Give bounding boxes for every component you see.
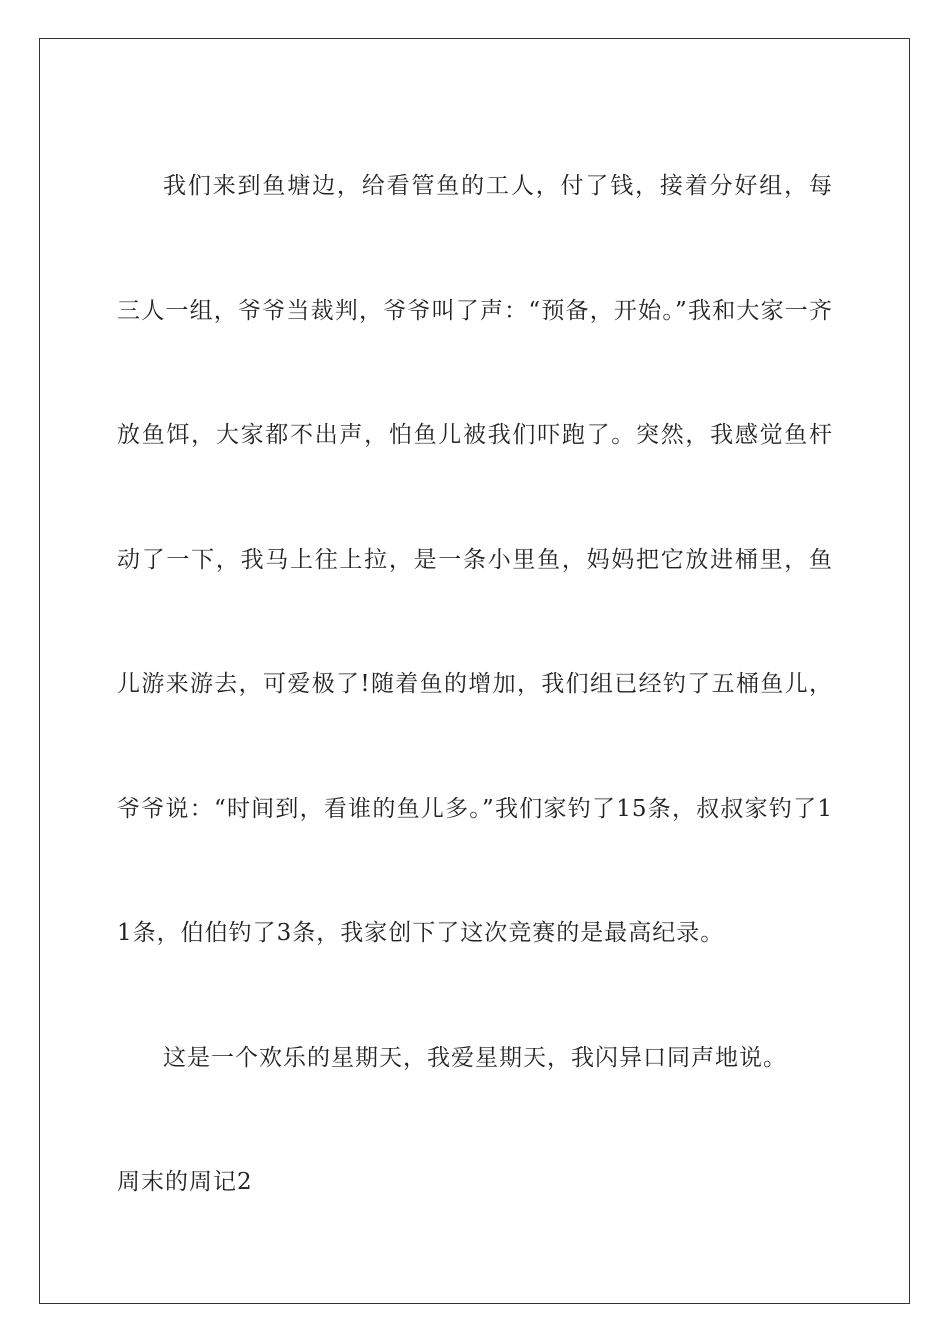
paragraph-happy-sunday: 这是一个欢乐的星期天，我爱星期天，我闪异口同声地说。 [163,1044,787,1071]
document-body [117,124,833,1245]
paragraph-fishing: 我们来到鱼塘边，给看管鱼的工人，付了钱，接着分好组，每三人一组，爷爷当裁判，爷爷叫了声：“预备，开始。”我和大家一齐放鱼饵，大家都不出声，怕鱼儿被我们吓跑了。突然，我感觉鱼杆动了一下，我马上往上拉，是一条小里鱼，妈妈把它放进桶里，鱼儿游来游去，可爱极了!随着鱼的增加，我们组已经钓了五桶鱼儿，爷爷说：“时间到，看谁的鱼儿多。”我们家钓了15条，叔叔家钓了11条，伯伯钓了3条，我家创下了这次竞赛的是最高纪录。 [117,173,833,946]
next-essay-title: 周末的周记2 [117,1169,253,1195]
